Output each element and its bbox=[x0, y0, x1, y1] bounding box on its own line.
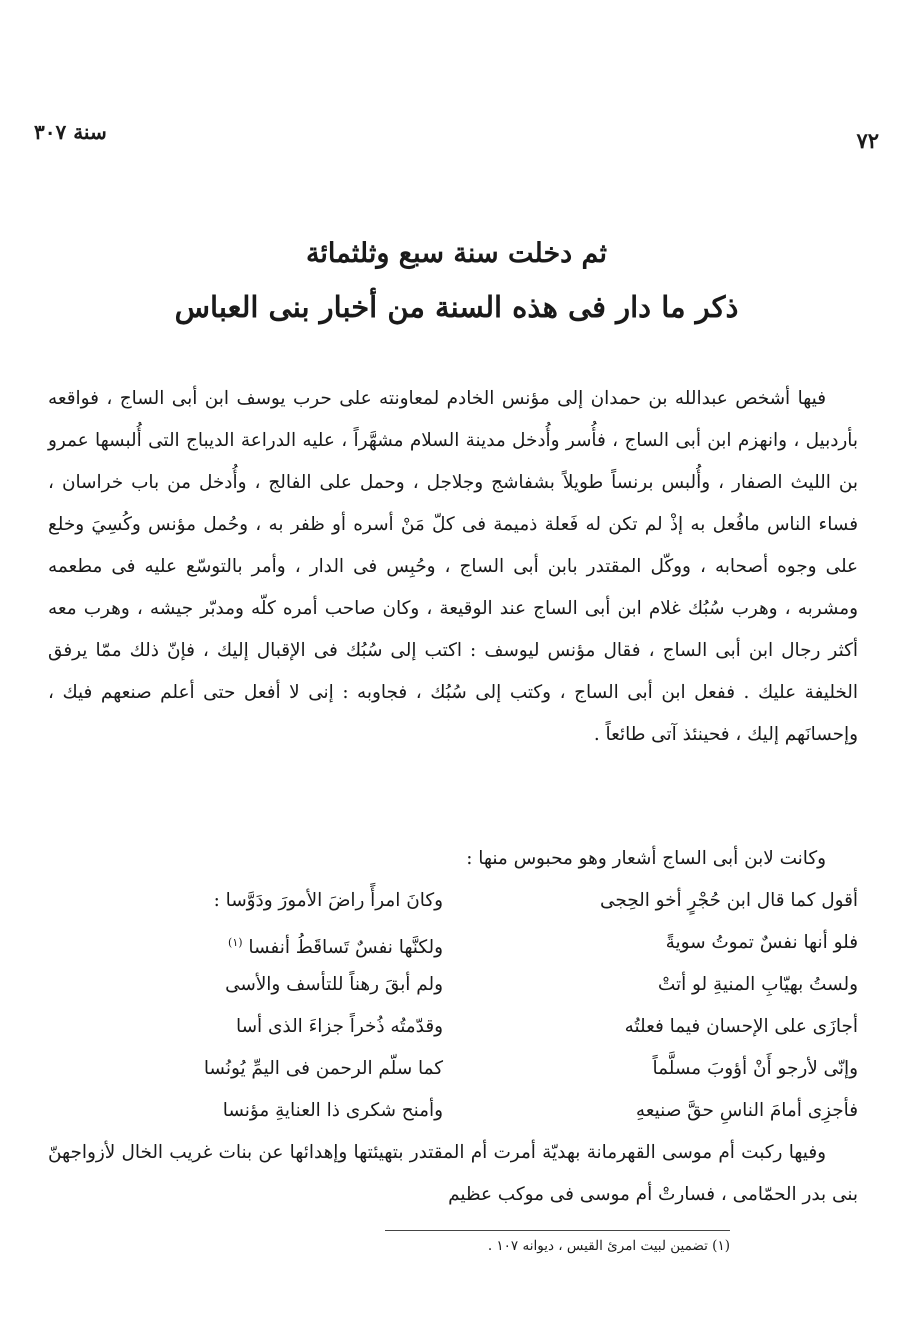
hemistich-second bbox=[48, 922, 443, 964]
footnote-divider bbox=[385, 1230, 730, 1231]
hemistich-second: ولم أبقَ رهناً للتأسف والأسى bbox=[225, 974, 443, 995]
main-text bbox=[48, 378, 858, 756]
paragraph: فيها أشخص عبدالله بن حمدان إلى مؤنس الخادم لمعاونته على حرب يوسف ابن أبى الساج ، فواقعه بأردبيل ، وانهزم ابن أبى الساج ، فأُسر وأُدخل مدينة السلام مشهَّراً ، عليه الدراعة الديباج التى أُلبسها عمرو بن الليث الصفار ، وأُلبس برنساً طويلاً بشفاشج وجلاجل ، وحمل على الفالج ، وأُدخل من باب خراسان ، فساء الناس مافُعل به إذْ لم تكن له فَعلة ذميمة فى كلّ مَنْ أسره أو ظفر به ، وحُمل مؤنس وكُسِيَ وخلع على وجوه أصحابه ، ووكّل المقتدر بابن أبى الساج ، وحُبِس فى الدار ، وأمر بالتوسّع عليه فى مطعمه ومشربه ، وهرب سُبُك غلام ابن أبى الساج عند الوقيعة ، وكان صاحب أمره كلّه ومدبّر جيشه ، وهرب معه أكثر رجال ابن أبى الساج ، فقال مؤنس ليوسف : اكتب إلى سُبُك فى الإقبال إليك ، فإنّ ذلك ممّا يرفق الخليفة عليك . ففعل ابن أبى الساج ، وكتب إلى سُبُك ، فجاوبه : إنى لا أفعل حتى أعلم صنعهم فيك ، وإحسانَهم إليك ، فحينئذ آتى طائعاً . bbox=[48, 388, 858, 745]
hemistich-second: وقدّمتُه ذُخراً جزاءَ الذى أسا bbox=[236, 1016, 443, 1037]
hemistich-first: ولستُ بهيّابِ المنيةِ لو أتتْ bbox=[657, 974, 858, 995]
poem-intro: وكانت لابن أبى الساج أشعار وهو محبوس منها : bbox=[466, 848, 826, 869]
paragraph: وفيها ركبت أم موسى القهرمانة بهديّة أمرت أم المقتدر بتهيئتها وإهدائها عن بنات غريب الخال لأزواجهنّ بنى بدر الحمّامى ، فسارتْ أم موسى فى موكب عظيم bbox=[48, 1142, 858, 1205]
hemistich-second: وأمنح شكرى ذا العنايةِ مؤنسا bbox=[222, 1100, 443, 1121]
verse bbox=[48, 1090, 858, 1132]
section-heading-title: ذكر ما دار فى هذه السنة من أخبار بنى العباس bbox=[174, 290, 739, 324]
verse bbox=[48, 964, 858, 1006]
hemistich-text: ولكنَّها نفسٌ تَساقَطُ أنفسا bbox=[248, 937, 443, 959]
footnote-marker: (١) bbox=[228, 936, 243, 949]
hemistich-first: فأجزِى أمامَ الناسِ حقَّ صنيعهِ bbox=[635, 1100, 858, 1121]
verse bbox=[48, 880, 858, 922]
hemistich-first: وإنّى لأرجو أَنْ أؤوبَ مسلَّماً bbox=[652, 1058, 858, 1079]
hemistich-second: وكانَ امرأً راضَ الأمورَ ودَوَّسا : bbox=[213, 890, 443, 911]
footnote: (١) تضمين لبيت امرئ القيس ، ديوانه ١٠٧ . bbox=[487, 1238, 730, 1254]
hemistich-first: أقول كما قال ابن حُجْرٍ أخو الحِجى bbox=[600, 890, 858, 911]
running-title: سنة ٣٠٧ bbox=[34, 120, 107, 144]
poem bbox=[48, 880, 858, 1132]
verse bbox=[48, 1006, 858, 1048]
verse bbox=[48, 922, 858, 964]
hemistich-second: كما سلّم الرحمن فى اليمِّ يُونُسا bbox=[203, 1058, 443, 1079]
section-heading-year: ثم دخلت سنة سبع وثلثمائة bbox=[305, 238, 608, 269]
verse bbox=[48, 1048, 858, 1090]
page-header bbox=[34, 118, 879, 158]
page-number: ٧٢ bbox=[856, 128, 879, 153]
hemistich-first: أجازَى على الإحسان فيما فعلتُه bbox=[624, 1016, 858, 1037]
main-text-continued bbox=[48, 1132, 858, 1216]
hemistich-first: فلو أنها نفسٌ تموتُ سويةً bbox=[665, 932, 858, 953]
